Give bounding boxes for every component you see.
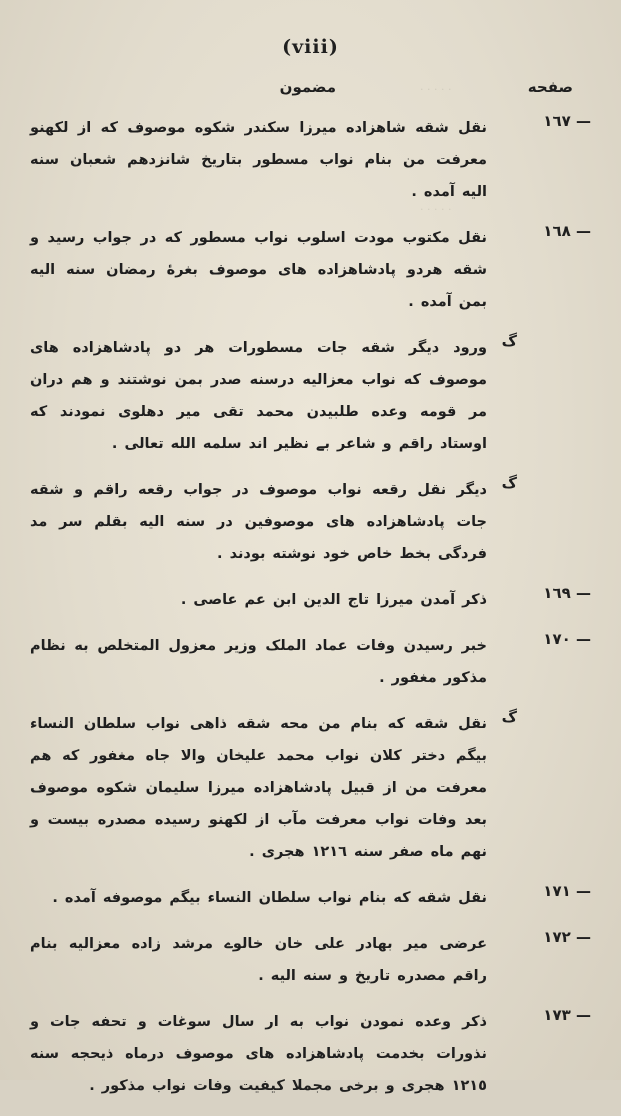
contents-entry	[30, 584, 591, 616]
entry-text: نقل شقه که بنام نواب سلطان النساء بیگم موصوفه آمده .	[52, 890, 487, 906]
entry-page-number: ١٦٧ —	[543, 112, 591, 130]
entry-text: ورود دیگر شقه جات مسطورات هر دو پادشاهزاده های موصوف که نواب معزالیه درسنه صدر بمن نوشتند و هم دران مر قومه وعده طلبیدن محمد تقی میر دهلوی نمودند که اوستاد راقم و شاعر بے نظیر اند سلمه الله تعالی .	[30, 340, 487, 452]
entry-text: خبر رسیدن وفات عماد الملک وزیر معزول المتخلص به نظام مذکور مغفور .	[30, 638, 487, 686]
entry-mark: گ	[501, 474, 517, 492]
entry-page-number: ١٦٨ —	[543, 222, 591, 240]
entry-mark: گ	[501, 708, 517, 726]
entry-text: ذکر وعده نمودن نواب به ار سال سوغات و تحفه جات و نذورات بخدمت پادشاهزاده های موصوف درماه ذیحجه سنه ١٢١٥ هجری و برخی مجملا کیفیت وفات نواب مذکور .	[30, 1014, 487, 1094]
contents-entry	[30, 474, 591, 570]
entry-page-number: ١٧٠ —	[543, 630, 591, 648]
contents-list	[30, 112, 591, 1116]
entry-page-number: ١٦٩ —	[543, 584, 591, 602]
entry-text: عرضی میر بهادر علی خان خالوے مرشد زاده معزالیه بنام راقم مصدره تاریخ و سنه الیه .	[30, 936, 487, 984]
contents-entry	[30, 1006, 591, 1102]
entry-page-number: ١٧٢ —	[543, 928, 591, 946]
subject-column-heading: مضمون	[279, 78, 336, 96]
bleed-through: . . . . .	[420, 80, 452, 93]
bleed-through: . . . . .	[420, 200, 452, 213]
entry-text: ذکر آمدن میرزا تاج الدین ابن عم عاصی .	[180, 592, 487, 608]
page-column-heading: صفحه	[527, 78, 573, 96]
entry-page-number: ١٧٣ —	[543, 1006, 591, 1024]
contents-entry	[30, 332, 591, 460]
contents-entry	[30, 222, 591, 318]
contents-entry	[30, 112, 591, 208]
contents-entry	[30, 708, 591, 868]
contents-entry	[30, 882, 591, 914]
contents-entry	[30, 928, 591, 992]
page-number: (viii)	[282, 36, 339, 58]
entry-text: نقل شقه شاهزاده میرزا سکندر شکوه موصوف که از لکهنو معرفت من بنام نواب مسطور بتاریخ شانزدهم شعبان سنه الیه آمده .	[30, 120, 487, 200]
entry-text: دیگر نقل رقعه نواب موصوف در جواب رقعه راقم و شقه جات پادشاهزاده های موصوفین در سنه الیه بقلم سر مد فردگی بخط خاص خود نوشته بودند .	[30, 482, 487, 562]
entry-text: نقل شقه که بنام من محه شقه ذاهی نواب سلطان النساء بیگم دختر کلان نواب محمد علیخان والا جاه مغفور که هم معرفت من از قبیل پادشاهزاده میرزا سلیمان شکوه موصوف بعد وفات نواب معرفت مآب از لکهنو رسیده مصدره بیست و نهم ماه صفر سنه ١٢١٦ هجری .	[30, 716, 487, 860]
contents-entry	[30, 630, 591, 694]
entry-mark: گ	[501, 332, 517, 350]
entry-page-number: ١٧١ —	[543, 882, 591, 900]
entry-text: نقل مکتوب مودت اسلوب نواب مسطور که در جواب رسید و شقه هردو پادشاهزاده های موصوف بغرهٔ رمضان سنه الیه بمن آمده .	[30, 230, 487, 310]
